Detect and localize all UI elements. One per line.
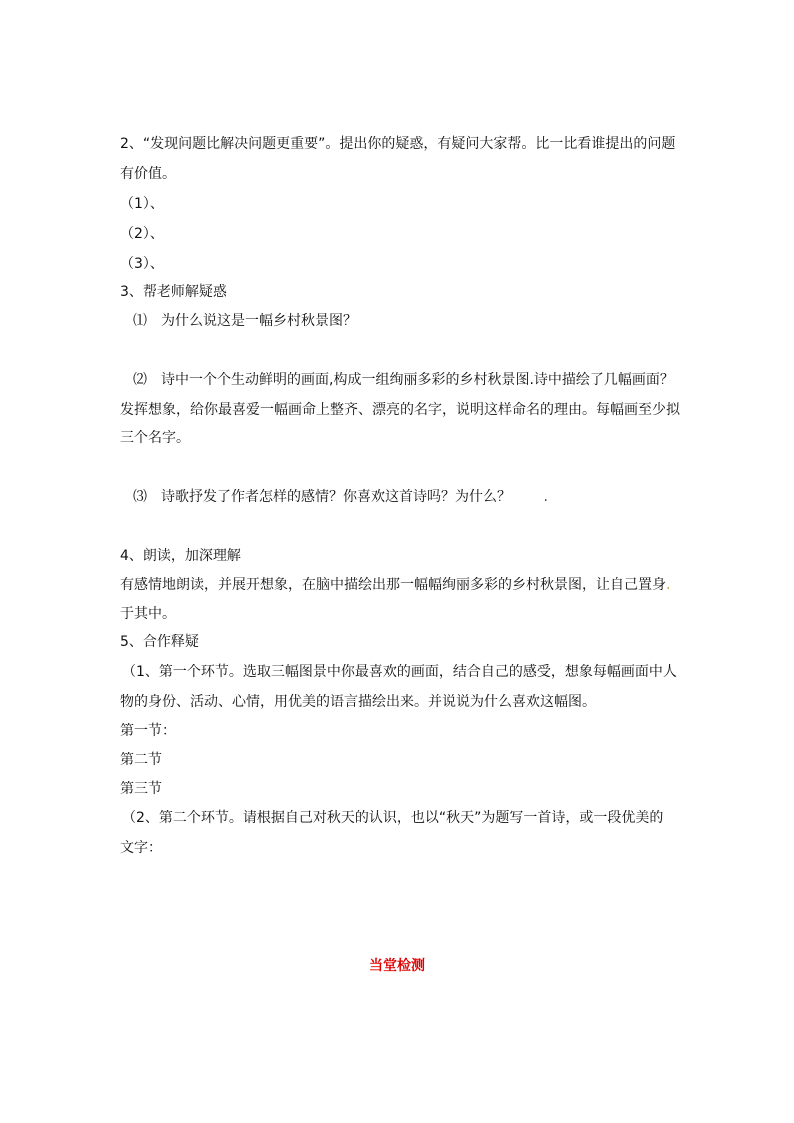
q5-section-1: 第一节： [120, 723, 176, 739]
q4-line-1-text: 有感情地朗读，并展开想象，在脑中描绘出那一幅幅绚丽多彩的乡村秋景图，让自己置身 [120, 577, 666, 593]
q3-sub-1: ⑴ 为什么说这是一幅乡村秋景图？ [133, 313, 357, 329]
q5-part-2-line-2: 文字： [120, 840, 162, 856]
q5-part-1-line-1: （1、第一个环节。选取三幅图景中你最喜欢的画面，结合自己的感受，想象每幅画面中人 [122, 664, 677, 680]
q5-title: 5、合作释疑 [120, 634, 199, 650]
q3-sub-2-line-1: ⑵ 诗中一个个生动鲜明的画面,构成一组绚丽多彩的乡村秋景图.诗中描绘了几幅画面？ [133, 372, 674, 388]
q4-line-2: 于其中。 [120, 606, 176, 622]
q4-line-1-mark: . [666, 577, 671, 593]
q5-section-2: 第二节 [120, 752, 162, 768]
q2-item-2: （2）、 [120, 226, 164, 242]
q5-part-1-line-2: 物的身份、活动、心情，用优美的语言描绘出来。并说说为什么喜欢这幅图。 [120, 694, 596, 710]
q3-sub-3-text: ⑶ 诗歌抒发了作者怎样的感情？你喜欢这首诗吗？为什么？ [133, 489, 511, 505]
q4-line-1 [120, 575, 670, 595]
q3-sub-3-mark: . [543, 489, 548, 505]
q4-title: 4、朗读，加深理解 [120, 548, 241, 564]
q5-section-3: 第三节 [120, 781, 162, 797]
classroom-test-heading: 当堂检测 [369, 958, 425, 974]
q2-line-1: 2、“发现问题比解决问题更重要”。提出你的疑惑，有疑问大家帮。比一比看谁提出的问题 [120, 136, 676, 152]
q3-sub-2-line-3: 三个名字。 [120, 430, 190, 446]
q2-item-3: （3）、 [120, 256, 164, 272]
q3-title: 3、帮老师解疑惑 [120, 284, 227, 300]
q2-item-1: （1）、 [120, 196, 164, 212]
q5-part-2-line-1: （2、第二个环节。请根据自己对秋天的认识，也以“秋天”为题写一首诗，或一段优美的 [122, 810, 664, 826]
q3-sub-2-line-2: 发挥想象，给你最喜爱一幅画命上整齐、漂亮的名字，说明这样命名的理由。每幅画至少拟 [120, 402, 680, 418]
q2-line-2: 有价值。 [120, 166, 176, 182]
q3-sub-3 [133, 487, 548, 507]
